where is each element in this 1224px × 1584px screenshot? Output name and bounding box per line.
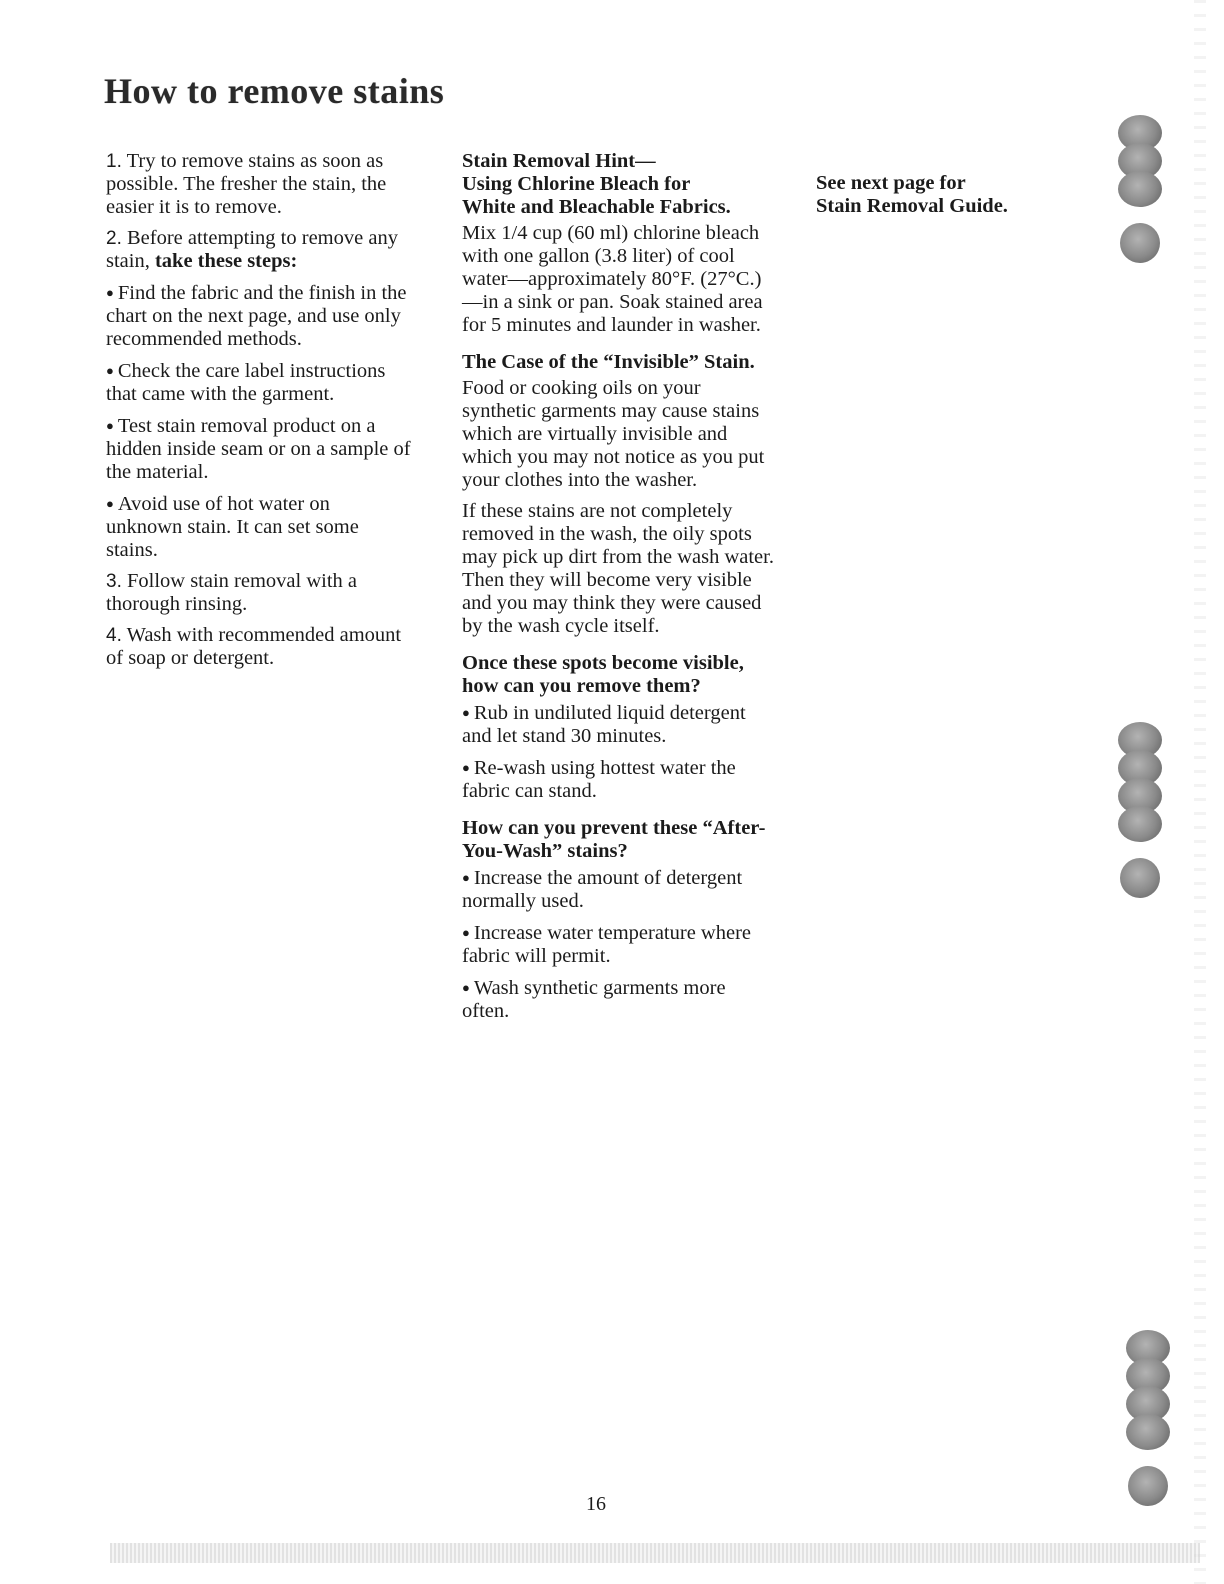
step-bullet: ● Avoid use of hot water on unknown stain. It can set some stains. bbox=[106, 493, 359, 561]
bullet-icon: ● bbox=[462, 870, 470, 885]
case-heading: The Case of the “Invisible” Stain. bbox=[462, 351, 755, 373]
dot-stack-icon bbox=[1118, 722, 1162, 842]
dot-icon bbox=[1126, 1414, 1170, 1450]
step-bullet: ● Check the care label instructions that came with the garment. bbox=[106, 360, 386, 405]
right-column bbox=[816, 150, 1056, 221]
dot-stack-icon bbox=[1118, 115, 1162, 207]
bullet-icon: ● bbox=[106, 285, 114, 300]
dot-stack-icon bbox=[1126, 1330, 1170, 1450]
bullet-icon: ● bbox=[106, 496, 114, 511]
case-text-2: If these stains are not completely removed in the wash, the oily spots may pick up dirt from the wash water. Then they will become very visible and you may think they were caused by the wash cycle itself. bbox=[462, 500, 774, 637]
bullet-icon: ● bbox=[462, 705, 470, 720]
step-1: 1. Try to remove stains as soon as possible. The fresher the stain, the easier it is to remove. bbox=[106, 150, 387, 218]
section-marker-middle bbox=[1118, 722, 1162, 898]
bullet-icon: ● bbox=[462, 760, 470, 775]
visible-heading: Once these spots become visible, how can you remove them? bbox=[462, 652, 744, 697]
prevent-bullet: ● Wash synthetic garments more often. bbox=[462, 977, 726, 1022]
step-bullet: ● Test stain removal product on a hidden inside seam or on a sample of the material. bbox=[106, 415, 411, 483]
bullet-icon: ● bbox=[106, 418, 114, 433]
middle-column bbox=[462, 150, 774, 1031]
step-bullet: ● Find the fabric and the finish in the chart on the next page, and use only recommended methods. bbox=[106, 282, 407, 350]
scan-edge-right bbox=[1194, 0, 1206, 1584]
section-marker-top bbox=[1118, 115, 1162, 263]
dot-icon bbox=[1118, 806, 1162, 842]
page-title: How to remove stains bbox=[104, 71, 445, 111]
dot-icon bbox=[1128, 1466, 1168, 1506]
hint-text: Mix 1/4 cup (60 ml) chlorine bleach with one gallon (3.8 liter) of cool water—approximately 80°F. (27°C.)—in a sink or pan. Soak stained area for 5 minutes and launder in washer. bbox=[462, 222, 763, 336]
page-number: 16 bbox=[586, 1493, 606, 1515]
guide-note: See next page for Stain Removal Guide. bbox=[816, 172, 1008, 217]
step-4: 4. Wash with recommended amount of soap or detergent. bbox=[106, 624, 402, 669]
prevent-heading: How can you prevent these “After-You-Wash” stains? bbox=[462, 817, 766, 862]
visible-bullet: ● Rub in undiluted liquid detergent and let stand 30 minutes. bbox=[462, 702, 746, 747]
prevent-bullet: ● Increase the amount of detergent normally used. bbox=[462, 867, 743, 912]
bullet-icon: ● bbox=[462, 980, 470, 995]
dot-icon bbox=[1118, 171, 1162, 207]
prevent-bullet: ● Increase water temperature where fabric will permit. bbox=[462, 922, 751, 967]
visible-bullet: ● Re-wash using hottest water the fabric can stand. bbox=[462, 757, 736, 802]
section-marker-bottom bbox=[1126, 1330, 1170, 1506]
step-3: 3. Follow stain removal with a thorough rinsing. bbox=[106, 570, 358, 615]
dot-icon bbox=[1120, 858, 1160, 898]
scan-edge-bottom bbox=[110, 1543, 1200, 1563]
left-column bbox=[106, 150, 411, 678]
case-text: Food or cooking oils on your synthetic garments may cause stains which are virtually invisible and which you may not notice as you put your clothes into the washer. bbox=[462, 377, 765, 491]
bullet-icon: ● bbox=[462, 925, 470, 940]
dot-icon bbox=[1120, 223, 1160, 263]
step-2: 2. Before attempting to remove any stain, take these steps: bbox=[106, 227, 398, 272]
bullet-icon: ● bbox=[106, 363, 114, 378]
hint-heading: Stain Removal Hint— Using Chlorine Bleach for White and Bleachable Fabrics. bbox=[462, 150, 731, 218]
